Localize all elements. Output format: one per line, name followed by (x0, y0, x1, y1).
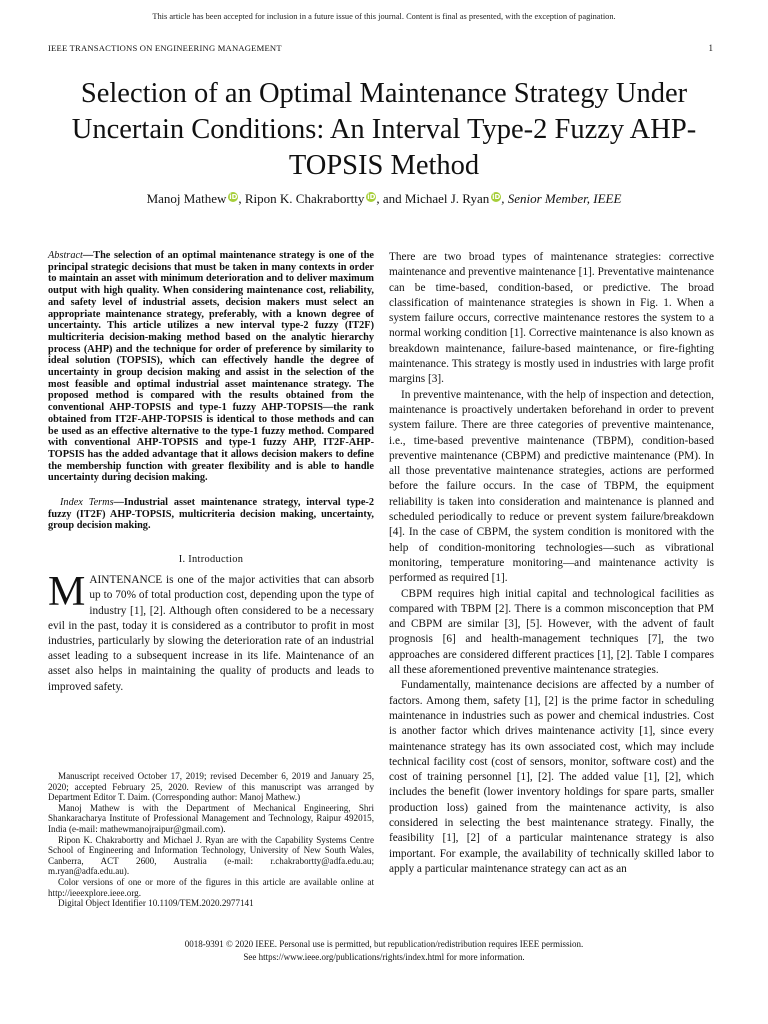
drop-cap: M (48, 569, 86, 616)
footnotes (48, 771, 374, 909)
right-column (389, 250, 714, 877)
index-terms-label: Index Terms (60, 497, 114, 509)
abstract-label: Abstract (48, 250, 83, 261)
page-number: 1 (708, 43, 713, 53)
acceptance-notice: This article has been accepted for inclusion in a future issue of this journal. Content is final as presented, with the exception of pagination. (152, 12, 616, 21)
orcid-icon[interactable]: iD (367, 193, 376, 201)
copyright-line: 0018-9391 © 2020 IEEE. Personal use is permitted, but republication/redistribution requires IEEE permission. (184, 939, 584, 949)
footnote-author23: Ripon K. Chakrabortty and Michael J. Ryan are with the Capability Systems Centre School of Engineering and Information Technology, University of New South Wales, Canberra, ACT 2600, Australia (e-mail: r.chakrabortty@adfa.edu.au; m.ryan@adfa.edu.au). (48, 834, 374, 877)
journal-name: IEEE TRANSACTIONS ON ENGINEERING MANAGEMENT (48, 43, 282, 53)
author-name: Manoj Mathew (146, 191, 227, 206)
section-heading: I. Introduction (178, 554, 244, 566)
body-paragraph: CBPM requires high initial capital and technological facilities as compared with TBPM [2]. There is a common misconception that PM and CBPM are similar [3], [5]. However, with the advent of fault prognosis [6] and health-management techniques [7], the two approaches are considered different practices [1], [2]. Table I compares all these aforementioned preventive maintenance strategies. (389, 587, 714, 677)
body-paragraph: There are two broad types of maintenance strategies: corrective maintenance and preventive maintenance [1]. Preventative maintenance can be time-based, condition-based, or predictive. The broad classification of maintenance strategies is shown in Fig. 1. When a system failure occurs, corrective maintenance restores the system to a normal working condition [1]. Corrective maintenance is also known as breakdown maintenance, failure-based maintenance, or fire-fighting maintenance. This strategy is mostly used in industries with large profit margins [3]. (389, 251, 714, 386)
body-paragraph: In preventive maintenance, with the help of inspection and detection, maintenance is proactively undertaken beforehand in order to prevent system failure. There are three categories of preventive maintenance, i.e., time-based preventive maintenance (TBPM), condition-based preventive maintenance (CBPM) and predictive maintenance (PM). In all those preventative maintenance strategies, actions are performed before the failure occurs. In the case of TBPM, the equipment reliability is taken into consideration and maintenance is planned and scheduled periodically to reduce or prevent system failure/breakdown [4]. In the case of CBPM, the system condition is monitored with the help of condition-monitoring technologies—such as vibrational monitoring, temperature monitoring—and maintenance activity is performed as required [1]. (389, 388, 714, 585)
body-paragraph: Fundamentally, maintenance decisions are affected by a number of factors. Among them, safety [1], [2] is the prime factor in scheduling maintenance in industries such as power and chemical industries. Cost is another factor which drives maintenance activity [1], since every maintenance strategy has its own associated cost, which may include technical facility cost (cost of sensors, monitor, software cost) and the cost of training personnel [1], [2]. The added value [1], [2], which includes the benefit (lower inventory holdings for spare parts, smaller production loss) gained from the maintenance activity, is also considered in selecting the best maintenance strategy. Finally, the feasibility [1], [2] of a particular maintenance strategy is also important. For example, the availability of technically skilled labor to apply a particular maintenance strategy can act as an (389, 679, 714, 875)
paper-title: Selection of an Optimal Maintenance Strategy Under Uncertain Conditions: An Interval Type-2 Fuzzy AHP-TOPSIS Method (71, 78, 697, 181)
author-membership: , Senior Member, IEEE (501, 191, 622, 206)
copyright-footer (0, 938, 768, 963)
author-list (0, 191, 768, 207)
footnote-manuscript: Manuscript received October 17, 2019; revised December 6, 2019 and January 25, 2020; accepted February 25, 2020. Review of this manuscript was arranged by Department Editor T. Daim. (Corresponding author: Manoj Mathew.) (48, 771, 374, 803)
abstract-text: —The selection of an optimal maintenance strategy is one of the principal strategic decisions that must be taken in many contexts in order to maintain an asset with minimum deterioration and to deliver maximum output with high quality. When considering maintenance cost, reliability, and safety level of industrial assets, decision makers must select an appropriate maintenance strategy, preferably, with a known degree of uncertainty. This article utilizes a new interval type-2 fuzzy (IT2F) multicriteria decision-making method based on the analytic hierarchy process (AHP) and the technique for order of preference by similarity to ideal solution (TOPSIS), which can effectively handle the degree of uncertainty in group decision making and assist in the selection of the most feasible and optimal industrial asset maintenance strategy. The proposed method is compared with the results obtained from the conventional AHP-TOPSIS and type-1 fuzzy AHP-TOPSIS—the rank obtained from IT2F-AHP-TOPSIS is identical to those methods and can be used as an effective alternative to the type-1 fuzzy method. Compared with conventional AHP-TOPSIS and type-1 fuzzy AHP, IT2F-AHP-TOPSIS has the added advantage that it allows decision makers to define the membership function with greater flexibility and is able to handle uncertainty during decision making. (48, 250, 374, 484)
abstract (48, 250, 374, 484)
orcid-icon[interactable]: iD (492, 193, 501, 201)
orcid-icon[interactable]: iD (229, 193, 238, 201)
rights-link: See https://www.ieee.org/publications/rights/index.html for more information. (243, 951, 525, 962)
index-terms-text: —Industrial asset maintenance strategy, interval type-2 fuzzy (IT2F) AHP-TOPSIS, multicriteria decision making, uncertainty, group decision making. (48, 497, 374, 532)
author-name: , Ripon K. Chakrabortty (238, 191, 365, 206)
intro-paragraph (48, 569, 374, 695)
author-name: , and Michael J. Ryan (376, 191, 490, 206)
footnote-color: Color versions of one or more of the figures in this article are available online at http://ieeexplore.ieee.org. (48, 876, 374, 898)
intro-text: AINTENANCE is one of the major activities that can absorb up to 70% of total production cost, depending upon the type of industry [1], [2]. Although often considered to be a necessary evil in the past, today it is considered as a contributor to profit in most industries, particularly by slowing the deterioration rate of an industrial asset leading to a subsequent increase in its life. Maintenance of an asset also helps in maintaining the quality of products and leads to improved safety. (48, 574, 374, 693)
footnote-author1: Manoj Mathew is with the Department of Mechanical Engineering, Shri Shankaracharya Institute of Professional Management and Technology, Raipur 492015, India (e-mail: mathewmanojraipur@gmail.com). (48, 802, 374, 834)
footnote-doi: Digital Object Identifier 10.1109/TEM.2020.2977141 (58, 898, 254, 909)
left-column (48, 250, 374, 695)
index-terms (48, 497, 374, 532)
